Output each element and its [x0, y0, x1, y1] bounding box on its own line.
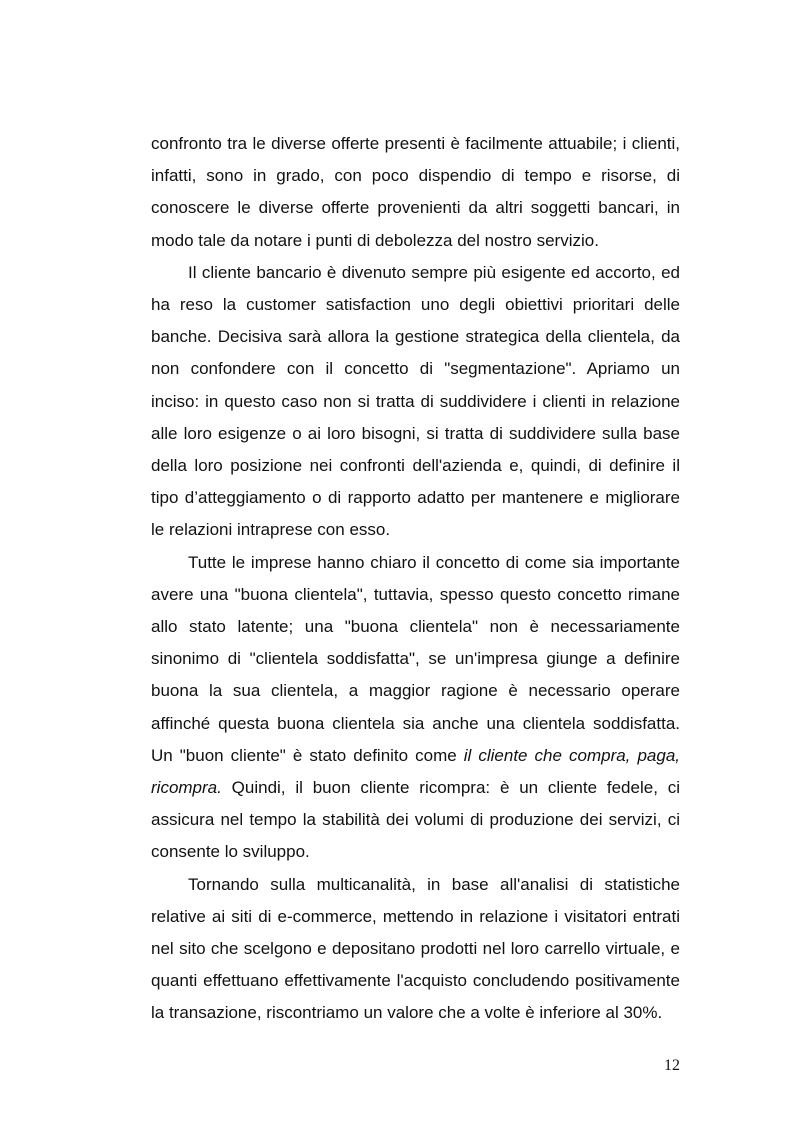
paragraph-good-clientele-text-after: Quindi, il buon cliente ricompra: è un cliente fedele, ci assicura nel tempo la stabilità dei volumi di produzione dei servizi, ci consente lo sviluppo.	[151, 778, 680, 862]
paragraph-good-clientele	[151, 547, 680, 869]
paragraph-good-clientele-text-before: Tutte le imprese hanno chiaro il concetto di come sia importante avere una "buona clientela", tuttavia, spesso questo concetto rimane allo stato latente; una "buona clientela" non è necessariamente sinonimo di "clientela soddisfatta", se un'impresa giunge a definire buona la sua clientela, a maggior ragione è necessario operare affinché questa buona clientela sia anche una clientela soddisfatta. Un "buon cliente" è stato definito come	[151, 552, 680, 765]
good-customer-definition: il cliente che compra, paga, ricompra.	[151, 745, 680, 798]
body-text	[151, 128, 680, 1030]
paragraph-multichannel: Tornando sulla multicanalità, in base all'analisi di statistiche relative ai siti di e-commerce, mettendo in relazione i visitatori entrati nel sito che scelgono e depositano prodotti nel loro carrello virtuale, e quanti effettuano effettivamente l'acquisto concludendo positivamente la transazione, riscontriamo un valore che a volte è inferiore al 30%.	[151, 874, 680, 1023]
paragraph-continuation: confronto tra le diverse offerte presenti è facilmente attuabile; i clienti, infatti, sono in grado, con poco dispendio di tempo e risorse, di conoscere le diverse offerte provenienti da altri soggetti bancari, in modo tale da notare i punti di debolezza del nostro servizio.	[151, 134, 680, 250]
page-number: 12	[664, 1057, 680, 1074]
paragraph-customer-satisfaction: Il cliente bancario è divenuto sempre più esigente ed accorto, ed ha reso la customer satisfaction uno degli obiettivi prioritari delle banche. Decisiva sarà allora la gestione strategica della clientela, da non confondere con il concetto di "segmentazione". Apriamo un inciso: in questo caso non si tratta di suddividere i clienti in relazione alle loro esigenze o ai loro bisogni, si tratta di suddividere sulla base della loro posizione nei confronti dell'azienda e, quindi, di definire il tipo d’atteggiamento o di rapporto adatto per mantenere e migliorare le relazioni intraprese con esso.	[151, 262, 680, 540]
